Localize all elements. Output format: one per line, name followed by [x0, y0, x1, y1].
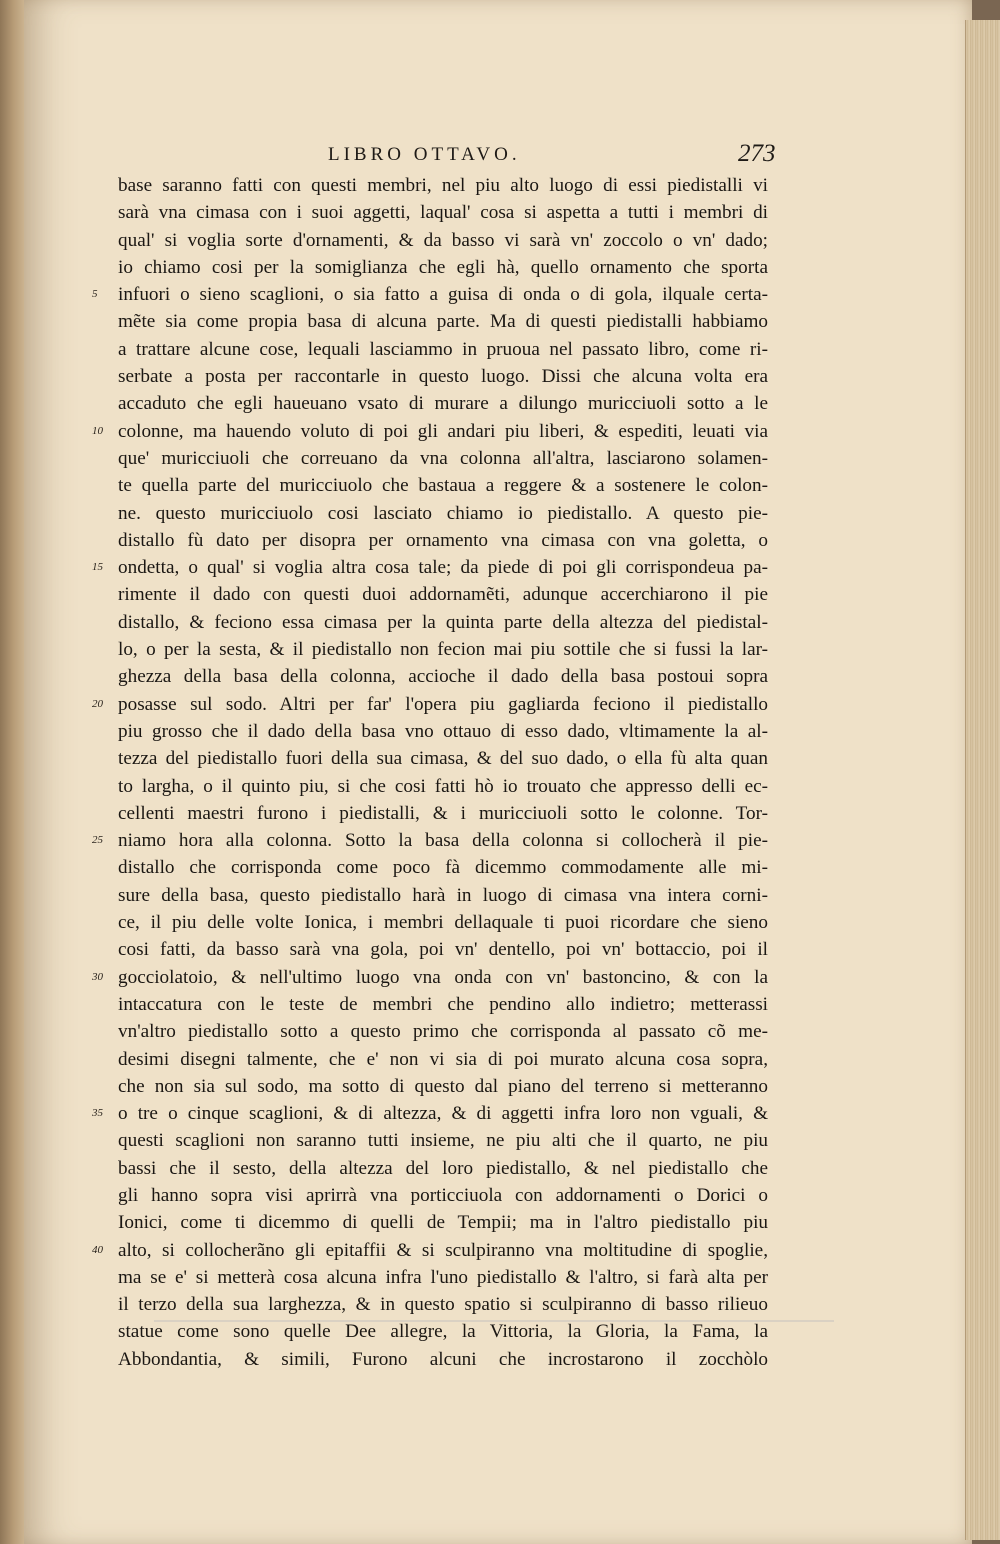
line-text: ce, il piu delle volte Ionica, i membri dellaquale ti puoi ricordare che sieno: [118, 912, 768, 934]
line-number: 25: [92, 834, 103, 847]
line-text: infuori o sieno scaglioni, o sia fatto a guisa di onda o di gola, ilquale certa-: [118, 284, 768, 306]
line-text: colonne, ma hauendo voluto di poi gli andari piu liberi, & espediti, leuati via: [118, 420, 768, 442]
body-text: [92, 172, 768, 1373]
line-text: alto, si collocherãno gli epitaffii & si sculpiranno vna moltitudine di spoglie,: [118, 1239, 768, 1261]
text-line: [118, 773, 768, 800]
line-text: ne. questo muricciuolo cosi lasciato chiamo io piedistallo. A questo pie-: [118, 502, 768, 524]
line-text: gli hanno sopra visi aprirrà vna porticciuola con addornamenti o Dorici o: [118, 1184, 768, 1206]
line-text: rimente il dado con questi duoi addornamẽti, adunque accerchiarono il pie: [118, 584, 768, 606]
text-line: [118, 254, 768, 281]
line-text: o tre o cinque scaglioni, & di altezza, & di aggetti infra loro non vguali, &: [118, 1103, 768, 1125]
text-line: [118, 745, 768, 772]
text-line: [92, 691, 768, 718]
text-line: [118, 199, 768, 226]
line-text: tezza del piedistallo fuori della sua cimasa, & del suo dado, o ella fù alta quan: [118, 748, 768, 770]
line-number: 30: [92, 970, 103, 983]
line-text: gocciolatoio, & nell'ultimo luogo vna onda con vn' bastoncino, & con la: [118, 966, 768, 988]
line-text: statue come sono quelle Dee allegre, la Vittoria, la Gloria, la Fama, la: [118, 1321, 768, 1343]
page-number: 273: [738, 140, 776, 167]
line-text: sure della basa, questo piedistallo harà in luogo di cimasa vna intera corni-: [118, 884, 768, 906]
text-line: [118, 1346, 768, 1373]
line-text: te quella parte del muricciuolo che bastaua a reggere & a sostenere le colon-: [118, 475, 768, 497]
text-line: [92, 964, 768, 991]
line-number: 5: [92, 288, 98, 301]
text-line: [92, 827, 768, 854]
text-line: [118, 1155, 768, 1182]
line-text: lo, o per la sesta, & il piedistallo non fecion mai piu sottile che si fussi la lar-: [118, 639, 768, 661]
text-line: [118, 1318, 768, 1345]
line-text: cosi fatti, da basso sarà vna gola, poi vn' dentello, poi vn' bottaccio, poi il: [118, 939, 768, 961]
line-number: 35: [92, 1107, 103, 1120]
text-line: [118, 718, 768, 745]
text-line: [118, 527, 768, 554]
line-text: serbate a posta per raccontarle in questo luogo. Dissi che alcuna volta era: [118, 366, 768, 388]
line-text: cellenti maestri furono i piedistalli, & i muricciuoli sotto le colonne. Tor-: [118, 802, 768, 824]
text-line: [118, 581, 768, 608]
text-line: [118, 390, 768, 417]
text-line: [118, 363, 768, 390]
line-text: niamo hora alla colonna. Sotto la basa della colonna si collocherà il pie-: [118, 830, 768, 852]
line-text: distallo fù dato per disopra per ornamento vna cimasa con vna goletta, o: [118, 529, 768, 551]
text-line: [118, 227, 768, 254]
line-text: ghezza della basa della colonna, accioche il dado della basa postoui sopra: [118, 666, 768, 688]
line-text: io chiamo cosi per la somiglianza che egli hà, quello ornamento che sporta: [118, 256, 768, 278]
line-text: a trattare alcune cose, lequali lasciammo in pruoua nel passato libro, come ri-: [118, 338, 768, 360]
text-line: [118, 936, 768, 963]
text-line: [92, 1237, 768, 1264]
line-text: que' muricciuoli che correuano da vna colonna all'altra, lasciarono solamen-: [118, 447, 768, 469]
line-text: il terzo della sua larghezza, & in questo spatio si sculpiranno di basso rilieuo: [118, 1294, 768, 1316]
text-line: [92, 1100, 768, 1127]
text-line: [118, 636, 768, 663]
text-line: [118, 882, 768, 909]
text-line: [92, 281, 768, 308]
text-line: [118, 1127, 768, 1154]
text-line: [118, 336, 768, 363]
text-line: [118, 909, 768, 936]
line-text: mẽte sia come propia basa di alcuna parte. Ma di questi piedistalli habbiamo: [118, 311, 768, 333]
line-number: 20: [92, 697, 103, 710]
line-number: 15: [92, 561, 103, 574]
line-text: ma se e' si metterà cosa alcuna infra l'uno piedistallo & l'altro, si farà alta per: [118, 1266, 768, 1288]
line-text: che non sia sul sodo, ma sotto di questo dal piano del terreno si metteranno: [118, 1075, 768, 1097]
line-text: vn'altro piedistallo sotto a questo primo che corrisponda al passato cõ me-: [118, 1021, 768, 1043]
text-line: [118, 500, 768, 527]
text-line: [118, 472, 768, 499]
text-line: [118, 854, 768, 881]
line-number: 10: [92, 424, 103, 437]
line-text: piu grosso che il dado della basa vno ottauo di esso dado, vltimamente la al-: [118, 720, 768, 742]
line-text: questi scaglioni non saranno tutti insieme, ne piu alti che il quarto, ne piu: [118, 1130, 768, 1152]
page-header: [0, 140, 1000, 170]
text-line: [92, 418, 768, 445]
text-line: [118, 991, 768, 1018]
line-text: intaccatura con le teste de membri che pendino allo indietro; metterassi: [118, 993, 768, 1015]
line-number: 40: [92, 1243, 103, 1256]
line-text: sarà vna cimasa con i suoi aggetti, laqual' cosa si aspetta a tutti i membri di: [118, 202, 768, 224]
line-text: Ionici, come ti dicemmo di quelli de Tempii; ma in l'altro piedistallo piu: [118, 1212, 768, 1234]
running-title: LIBRO OTTAVO.: [328, 144, 521, 165]
line-text: distallo che corrisponda come poco fà dicemmo commodamente alle mi-: [118, 857, 768, 879]
text-line: [118, 445, 768, 472]
line-text: desimi disegni talmente, che e' non vi sia di poi murato alcuna cosa sopra,: [118, 1048, 768, 1070]
text-line: [118, 1182, 768, 1209]
line-text: to largha, o il quinto piu, si che cosi fatti hò io trouato che appresso delli ec-: [118, 775, 768, 797]
text-line: [118, 172, 768, 199]
line-text: ondetta, o qual' si voglia altra cosa tale; da piede di poi gli corrispondeua pa-: [118, 557, 768, 579]
text-line: [118, 609, 768, 636]
line-text: base saranno fatti con questi membri, nel piu alto luogo di essi piedistalli vi: [118, 175, 768, 196]
line-text: distallo, & feciono essa cimasa per la quinta parte della altezza del piedistal-: [118, 611, 768, 633]
line-text: posasse sul sodo. Altri per far' l'opera piu gagliarda feciono il piedistallo: [118, 693, 768, 715]
text-line: [118, 1291, 768, 1318]
text-line: [118, 308, 768, 335]
page-fore-edge: [965, 20, 1000, 1540]
text-line: [118, 1073, 768, 1100]
text-line: [118, 1046, 768, 1073]
text-line: [118, 800, 768, 827]
text-line: [118, 1018, 768, 1045]
line-text: bassi che il sesto, della altezza del loro piedistallo, & nel piedistallo che: [118, 1157, 768, 1179]
line-text: accaduto che egli haueuano vsato di murare a dilungo muricciuoli sotto a le: [118, 393, 768, 415]
text-line: [118, 1209, 768, 1236]
text-line: [118, 1264, 768, 1291]
line-text: Abbondantia, & simili, Furono alcuni che incrostarono il zocchòlo: [118, 1348, 768, 1370]
text-line: [118, 663, 768, 690]
text-line: [92, 554, 768, 581]
line-text: qual' si voglia sorte d'ornamenti, & da basso vi sarà vn' zoccolo o vn' dado;: [118, 229, 768, 251]
